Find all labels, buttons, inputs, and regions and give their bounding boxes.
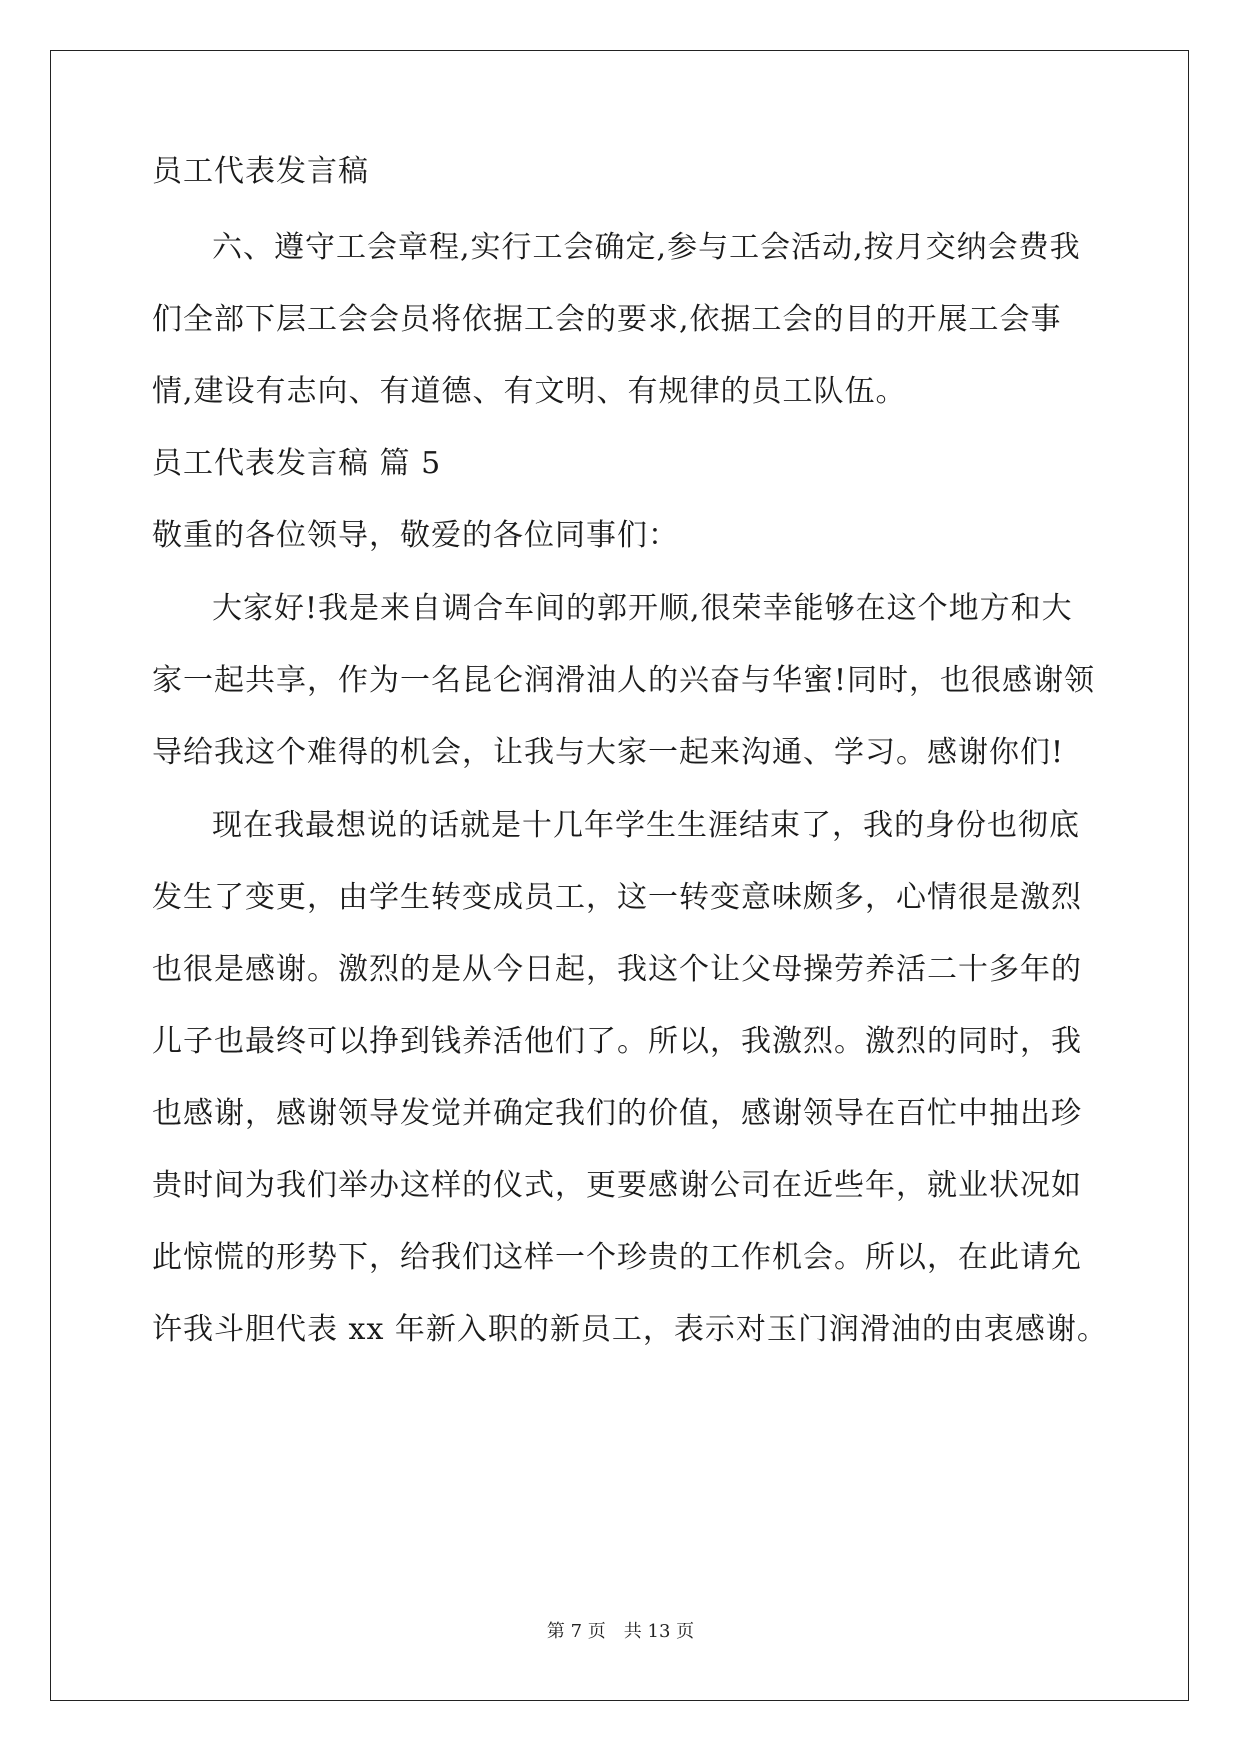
paragraph-line: 家一起共享，作为一名昆仑润滑油人的兴奋与华蜜!同时，也很感谢领 — [152, 663, 1096, 698]
paragraph-line: 儿子也最终可以挣到钱养活他们了。所以，我激烈。激烈的同时，我 — [152, 1024, 1082, 1059]
paragraph-line: 也很是感谢。激烈的是从今日起，我这个让父母操劳养活二十多年的 — [152, 952, 1082, 987]
paragraph-line: 情,建设有志向、有道德、有文明、有规律的员工队伍。 — [152, 374, 907, 409]
paragraph-line: 发生了变更，由学生转变成员工，这一转变意味颇多，心情很是激烈 — [152, 880, 1082, 915]
paragraph-line: 贵时间为我们举办这样的仪式，更要感谢公司在近些年，就业状况如 — [152, 1168, 1082, 1203]
paragraph-line: 也感谢，感谢领导发觉并确定我们的价值，感谢领导在百忙中抽出珍 — [152, 1096, 1082, 1131]
paragraph-line: 此惊慌的形势下，给我们这样一个珍贵的工作机会。所以，在此请允 — [152, 1240, 1082, 1275]
salutation-line: 敬重的各位领导，敬爱的各位同事们： — [152, 518, 679, 553]
paragraph-line: 大家好!我是来自调合车间的郭开顺,很荣幸能够在这个地方和大 — [212, 591, 1073, 626]
heading-line: 员工代表发言稿 — [152, 154, 369, 189]
paragraph-line: 六、遵守工会章程,实行工会确定,参与工会活动,按月交纳会费我 — [212, 230, 1081, 265]
page-border — [50, 50, 1189, 1701]
page-number-footer: 第 7 页 共 13 页 — [546, 1621, 695, 1642]
paragraph-line: 现在我最想说的话就是十几年学生生涯结束了，我的身份也彻底 — [212, 808, 1080, 843]
paragraph-line: 导给我这个难得的机会，让我与大家一起来沟通、学习。感谢你们! — [152, 735, 1065, 770]
section-title: 员工代表发言稿 篇 5 — [152, 446, 442, 481]
paragraph-line: 们全部下层工会会员将依据工会的要求,依据工会的目的开展工会事 — [152, 302, 1062, 337]
paragraph-line: 许我斗胆代表 xx 年新入职的新员工，表示对玉门润滑油的由衷感谢。 — [152, 1312, 1108, 1347]
